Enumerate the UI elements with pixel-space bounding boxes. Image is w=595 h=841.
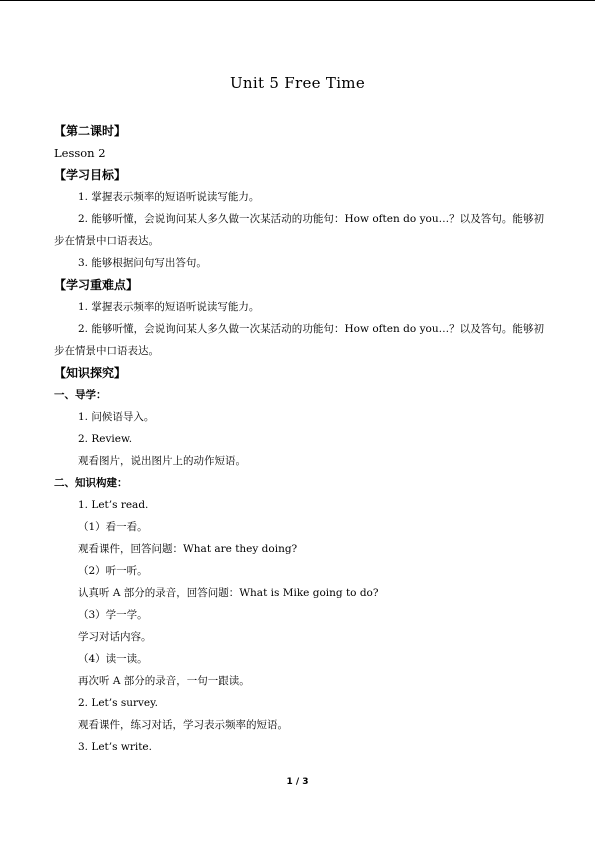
part2-line: 再次听 A 部分的录音，一句一跟读。	[78, 675, 250, 687]
part2-line: 观看课件，回答问题：What are they doing?	[78, 543, 298, 555]
part2-line: 学习对话内容。	[78, 631, 152, 643]
goal-item-2: 2. 能够听懂，会说询问某人多久做一次某活动的功能句：How often do you…？以及答句。能够初步在情景中口语表达。	[54, 213, 544, 247]
part2-line: 认真听 A 部分的录音，回答问题：What is Mike going to do?	[78, 587, 379, 599]
goal-item-3: 3. 能够根据问句写出答句。	[78, 257, 207, 269]
goal-item-1: 1. 掌握表示频率的短语听说读写能力。	[78, 191, 260, 203]
goals-heading: 【学习目标】	[54, 168, 127, 182]
part2-line: （3）学一学。	[78, 609, 148, 621]
key-point-1: 1. 掌握表示频率的短语听说读写能力。	[78, 301, 260, 313]
part1-line: 1. 问候语导入。	[78, 411, 155, 423]
key-point-2: 2. 能够听懂，会说询问某人多久做一次某活动的功能句：How often do you…？以及答句。能够初步在情景中口语表达。	[54, 323, 544, 357]
part1-line: 观看图片，说出图片上的动作短语。	[78, 455, 246, 467]
lesson-tag: 【第二课时】	[54, 124, 127, 138]
part1-heading: 一、导学：	[54, 389, 107, 401]
page-number: 1 / 3	[286, 777, 309, 787]
part2-line: （2）听一听。	[78, 565, 148, 577]
part2-line: （1）看一看。	[78, 521, 148, 533]
document-body	[54, 120, 544, 758]
key-points-heading: 【学习重难点】	[54, 278, 139, 292]
part2-heading: 二、知识构建：	[54, 477, 128, 489]
part2-line: 3. Let’s write.	[78, 741, 152, 753]
explore-heading: 【知识探究】	[54, 366, 127, 380]
document-title: Unit 5 Free Time	[229, 74, 365, 92]
part2-line: （4）读一读。	[78, 653, 148, 665]
lesson-label: Lesson 2	[54, 146, 106, 160]
top-rule	[0, 0, 595, 1]
part2-line: 2. Let’s survey.	[78, 697, 159, 709]
part2-line: 1. Let’s read.	[78, 499, 149, 511]
part1-line: 2. Review.	[78, 433, 133, 445]
part2-line: 观看课件，练习对话，学习表示频率的短语。	[78, 719, 288, 731]
